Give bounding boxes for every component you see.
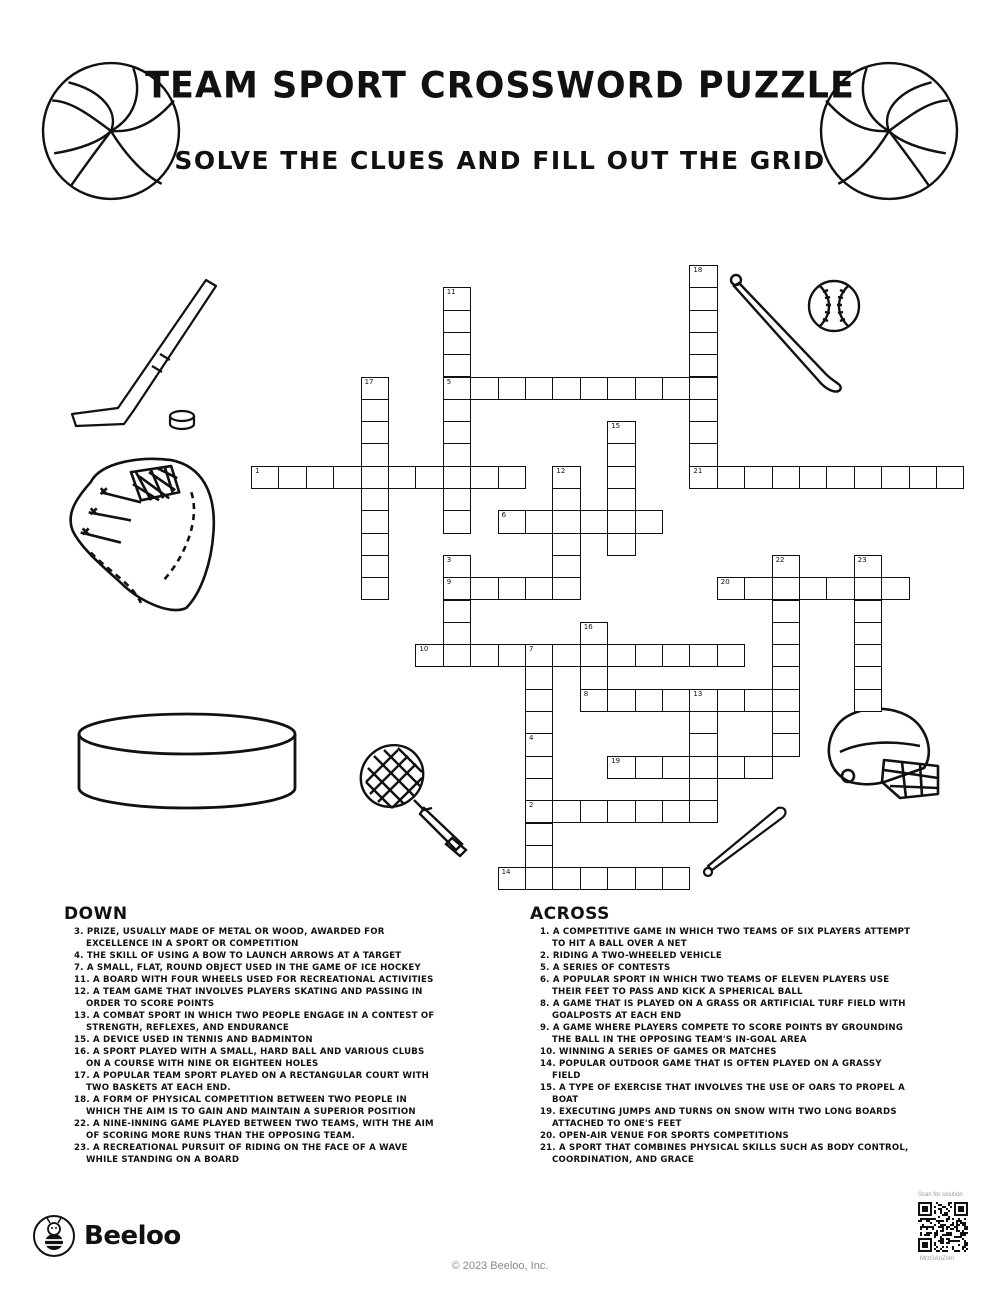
grid-cell[interactable] <box>552 466 580 489</box>
clue-number: 7 <box>529 645 534 654</box>
grid-cell[interactable] <box>361 510 389 533</box>
down-clue: 3. PRIZE, USUALLY MADE OF METAL OR WOOD, AWARDED FOR EXCELLENCE IN A SPORT OR COMPETITION <box>74 927 385 949</box>
grid-cell[interactable] <box>525 845 553 868</box>
grid-cell[interactable] <box>662 800 690 823</box>
grid-cell[interactable] <box>689 421 717 444</box>
grid-cell[interactable] <box>772 600 800 623</box>
grid-cell[interactable] <box>470 466 498 489</box>
clue-number: 11 <box>446 288 456 297</box>
grid-cell[interactable] <box>607 377 635 400</box>
grid-cell[interactable] <box>580 800 608 823</box>
grid-cell[interactable] <box>498 644 526 667</box>
grid-cell[interactable] <box>525 689 553 712</box>
grid-cell[interactable] <box>525 510 553 533</box>
grid-cell[interactable] <box>689 377 717 400</box>
clue-number: 2 <box>529 801 534 810</box>
grid-cell[interactable] <box>525 800 553 823</box>
grid-cell[interactable] <box>689 354 717 377</box>
grid-cell[interactable] <box>443 622 471 645</box>
grid-cell[interactable] <box>689 443 717 466</box>
grid-cell[interactable] <box>498 377 526 400</box>
grid-cell[interactable] <box>443 488 471 511</box>
grid-cell[interactable] <box>881 577 909 600</box>
clue-number: 10 <box>419 645 429 654</box>
grid-cell[interactable] <box>443 555 471 578</box>
grid-cell[interactable] <box>443 287 471 310</box>
clue-number: 12 <box>556 466 566 475</box>
grid-cell[interactable] <box>689 399 717 422</box>
grid-cell[interactable] <box>799 577 827 600</box>
grid-cell[interactable] <box>580 622 608 645</box>
grid-cell[interactable] <box>799 466 827 489</box>
down-clue: 15. A DEVICE USED IN TENNIS AND BADMINTON <box>74 1035 313 1045</box>
clue-number: 1 <box>255 466 260 475</box>
grid-cell[interactable] <box>361 533 389 556</box>
grid-cell[interactable] <box>443 332 471 355</box>
across-clue: 8. A GAME THAT IS PLAYED ON A GRASS OR ARTIFICIAL TURF FIELD WITH GOALPOSTS AT EACH END <box>540 999 906 1021</box>
qr-code-icon[interactable] <box>918 1202 968 1252</box>
page-title: TEAM SPORT CROSSWORD PUZZLE <box>145 65 855 107</box>
grid-cell[interactable] <box>361 555 389 578</box>
grid-cell[interactable] <box>635 800 663 823</box>
grid-cell[interactable] <box>525 867 553 890</box>
grid-cell[interactable] <box>498 577 526 600</box>
down-clue: 22. A NINE-INNING GAME PLAYED BETWEEN TWO TEAMS, WITH THE AIM OF SCORING MORE RUNS THAN THE OPPOSING TEAM. <box>74 1119 434 1141</box>
down-clue-list <box>64 926 442 1166</box>
grid-cell[interactable] <box>525 778 553 801</box>
grid-cell[interactable] <box>333 466 361 489</box>
grid-cell[interactable] <box>552 867 580 890</box>
grid-cell[interactable] <box>361 577 389 600</box>
clue-number: 6 <box>501 511 507 520</box>
grid-cell[interactable] <box>306 466 334 489</box>
grid-cell[interactable] <box>443 466 471 489</box>
grid-cell[interactable] <box>744 577 772 600</box>
grid-cell[interactable] <box>689 689 717 712</box>
grid-cell[interactable] <box>525 577 553 600</box>
down-clue: 13. A COMBAT SPORT IN WHICH TWO PEOPLE ENGAGE IN A CONTEST OF STRENGTH, REFLEXES, AND ENDURANCE <box>74 1011 435 1033</box>
grid-cell[interactable] <box>607 510 635 533</box>
across-clue: 9. A GAME WHERE PLAYERS COMPETE TO SCORE POINTS BY GROUNDING THE BALL IN THE OPPOSING TEAM'S IN-GOAL AREA <box>540 1023 904 1045</box>
grid-cell[interactable] <box>854 666 882 689</box>
grid-cell[interactable] <box>278 466 306 489</box>
grid-cell[interactable] <box>662 756 690 779</box>
grid-cell[interactable] <box>689 778 717 801</box>
grid-cell[interactable] <box>580 689 608 712</box>
grid-cell[interactable] <box>388 466 416 489</box>
down-clue: 11. A BOARD WITH FOUR WHEELS USED FOR RECREATIONAL ACTIVITIES <box>74 975 434 985</box>
grid-cell[interactable] <box>251 466 279 489</box>
grid-cell[interactable] <box>415 466 443 489</box>
across-heading: ACROSS <box>530 904 610 924</box>
down-clue: 17. A POPULAR TEAM SPORT PLAYED ON A RECTANGULAR COURT WITH TWO BASKETS AT EACH END. <box>74 1071 430 1093</box>
grid-cell[interactable] <box>361 421 389 444</box>
grid-cell[interactable] <box>525 756 553 779</box>
grid-cell[interactable] <box>607 644 635 667</box>
grid-cell[interactable] <box>525 823 553 846</box>
grid-cell[interactable] <box>525 666 553 689</box>
down-clue: 7. A SMALL, FLAT, ROUND OBJECT USED IN THE GAME OF ICE HOCKEY <box>74 963 421 973</box>
clue-number: 14 <box>501 868 511 877</box>
across-clue: 20. OPEN-AIR VENUE FOR SPORTS COMPETITIONS <box>540 1131 789 1141</box>
grid-cell[interactable] <box>744 756 772 779</box>
across-clue: 21. A SPORT THAT COMBINES PHYSICAL SKILLS SUCH AS BODY CONTROL, COORDINATION, AND GRACE <box>540 1143 909 1165</box>
grid-cell[interactable] <box>635 644 663 667</box>
grid-cell[interactable] <box>854 689 882 712</box>
grid-cell[interactable] <box>689 287 717 310</box>
grid-cell[interactable] <box>772 577 800 600</box>
grid-cell[interactable] <box>607 421 635 444</box>
across-clue: 1. A COMPETITIVE GAME IN WHICH TWO TEAMS OF SIX PLAYERS ATTEMPT TO HIT A BALL OVER A NET <box>540 927 911 949</box>
grid-cell[interactable] <box>744 466 772 489</box>
grid-cell[interactable] <box>443 644 471 667</box>
qr-caption: Scan for solution <box>918 1192 963 1198</box>
grid-cell[interactable] <box>854 555 882 578</box>
grid-cell[interactable] <box>443 399 471 422</box>
grid-cell[interactable] <box>580 644 608 667</box>
grid-cell[interactable] <box>854 644 882 667</box>
grid-cell[interactable] <box>443 310 471 333</box>
across-clue: 10. WINNING A SERIES OF GAMES OR MATCHES <box>540 1047 777 1057</box>
grid-cell[interactable] <box>635 867 663 890</box>
grid-cell[interactable] <box>525 711 553 734</box>
grid-cell[interactable] <box>772 666 800 689</box>
clue-number: 13 <box>693 689 703 698</box>
grid-cell[interactable] <box>443 600 471 623</box>
down-heading: DOWN <box>64 904 128 924</box>
grid-cell[interactable] <box>717 644 745 667</box>
grid-cell[interactable] <box>470 577 498 600</box>
down-clue: 23. A RECREATIONAL PURSUIT OF RIDING ON THE FACE OF A WAVE WHILE STANDING ON A BOARD <box>74 1143 408 1165</box>
across-clue: 15. A TYPE OF EXERCISE THAT INVOLVES THE USE OF OARS TO PROPEL A BOAT <box>540 1083 905 1105</box>
clue-number: 9 <box>446 578 452 587</box>
grid-cell[interactable] <box>717 689 745 712</box>
grid-cell[interactable] <box>470 377 498 400</box>
grid-cell[interactable] <box>826 577 854 600</box>
grid-cell[interactable] <box>717 756 745 779</box>
across-clue: 2. RIDING A TWO-WHEELED VEHICLE <box>540 951 722 961</box>
clue-number: 15 <box>611 422 621 431</box>
grid-cell[interactable] <box>443 377 471 400</box>
grid-cell[interactable] <box>552 488 580 511</box>
grid-cell[interactable] <box>936 466 964 489</box>
grid-cell[interactable] <box>909 466 937 489</box>
grid-cell[interactable] <box>744 689 772 712</box>
grid-cell[interactable] <box>772 622 800 645</box>
grid-cell[interactable] <box>443 421 471 444</box>
clue-number: 4 <box>529 734 534 743</box>
copyright-text: © 2023 Beeloo, Inc. <box>451 1260 549 1272</box>
grid-cell[interactable] <box>854 466 882 489</box>
grid-cell[interactable] <box>552 644 580 667</box>
grid-cell[interactable] <box>689 733 717 756</box>
brand-name: Beeloo <box>84 1221 181 1251</box>
grid-cell[interactable] <box>607 533 635 556</box>
grid-cell[interactable] <box>689 332 717 355</box>
clue-number: 18 <box>693 266 703 274</box>
grid-cell[interactable] <box>552 533 580 556</box>
grid-cell[interactable] <box>443 443 471 466</box>
grid-cell[interactable] <box>498 466 526 489</box>
across-clue: 6. A POPULAR SPORT IN WHICH TWO TEAMS OF ELEVEN PLAYERS USE THEIR FEET TO PASS AND KICK A SPHERICAL BALL <box>540 975 890 997</box>
grid-cell[interactable] <box>854 577 882 600</box>
grid-cell[interactable] <box>772 711 800 734</box>
grid-cell[interactable] <box>689 711 717 734</box>
grid-cell[interactable] <box>635 756 663 779</box>
grid-cell[interactable] <box>607 867 635 890</box>
grid-cell[interactable] <box>689 644 717 667</box>
clue-number: 23 <box>857 555 867 564</box>
grid-cell[interactable] <box>443 354 471 377</box>
across-clue: 19. EXECUTING JUMPS AND TURNS ON SNOW WITH TWO LONG BOARDS ATTACHED TO ONE'S FEET <box>540 1107 897 1129</box>
grid-cell[interactable] <box>580 666 608 689</box>
grid-cell[interactable] <box>607 800 635 823</box>
grid-cell[interactable] <box>525 377 553 400</box>
grid-cell[interactable] <box>580 377 608 400</box>
grid-cell[interactable] <box>470 644 498 667</box>
grid-cell[interactable] <box>689 265 717 288</box>
grid-cell[interactable] <box>498 867 526 890</box>
grid-cell[interactable] <box>443 510 471 533</box>
grid-cell[interactable] <box>717 577 745 600</box>
down-clue: 4. THE SKILL OF USING A BOW TO LAUNCH ARROWS AT A TARGET <box>74 951 402 961</box>
grid-cell[interactable] <box>772 466 800 489</box>
grid-cell[interactable] <box>580 510 608 533</box>
grid-cell[interactable] <box>361 443 389 466</box>
grid-cell[interactable] <box>662 689 690 712</box>
clue-number: 16 <box>583 622 593 631</box>
clue-number: 21 <box>693 466 703 475</box>
grid-cell[interactable] <box>552 555 580 578</box>
grid-cell[interactable] <box>361 488 389 511</box>
grid-cell[interactable] <box>607 488 635 511</box>
grid-cell[interactable] <box>552 800 580 823</box>
grid-cell[interactable] <box>525 644 553 667</box>
across-clue-list <box>530 926 912 1166</box>
grid-cell[interactable] <box>772 689 800 712</box>
grid-cell[interactable] <box>826 466 854 489</box>
clue-number: 22 <box>775 555 785 564</box>
clue-number: 20 <box>720 578 730 587</box>
grid-cell[interactable] <box>415 644 443 667</box>
grid-cell[interactable] <box>635 377 663 400</box>
grid-cell[interactable] <box>361 399 389 422</box>
qr-code-label: MrzGAnZnm <box>920 1256 955 1262</box>
grid-cell[interactable] <box>580 867 608 890</box>
grid-cell[interactable] <box>772 555 800 578</box>
grid-cell[interactable] <box>689 310 717 333</box>
clue-number: 19 <box>611 756 621 765</box>
across-clue: 14. POPULAR OUTDOOR GAME THAT IS OFTEN PLAYED ON A GRASSY FIELD <box>540 1059 882 1081</box>
down-clue: 12. A TEAM GAME THAT INVOLVES PLAYERS SKATING AND PASSING IN ORDER TO SCORE POINTS <box>74 987 423 1009</box>
grid-cell[interactable] <box>662 867 690 890</box>
grid-cell[interactable] <box>772 733 800 756</box>
clue-number: 17 <box>364 377 374 386</box>
clue-number: 3 <box>446 555 452 564</box>
grid-cell[interactable] <box>662 377 690 400</box>
grid-cell[interactable] <box>881 466 909 489</box>
grid-cell[interactable] <box>854 600 882 623</box>
grid-cell[interactable] <box>662 644 690 667</box>
bee-logo-icon <box>32 1214 76 1258</box>
grid-cell[interactable] <box>525 733 553 756</box>
grid-cell[interactable] <box>498 510 526 533</box>
grid-cell[interactable] <box>361 377 389 400</box>
down-clue: 18. A FORM OF PHYSICAL COMPETITION BETWEEN TWO PEOPLE IN WHICH THE AIM IS TO GAIN AND MAINTAIN A SUPERIOR POSITION <box>74 1095 416 1117</box>
grid-cell[interactable] <box>607 689 635 712</box>
page-subtitle: SOLVE THE CLUES AND FILL OUT THE GRID <box>174 146 826 175</box>
clue-number: 8 <box>583 689 589 698</box>
grid-cell[interactable] <box>717 466 745 489</box>
grid-cell[interactable] <box>607 756 635 779</box>
grid-cell[interactable] <box>854 622 882 645</box>
grid-cell[interactable] <box>689 756 717 779</box>
grid-cell[interactable] <box>689 800 717 823</box>
clue-number: 5 <box>446 377 452 386</box>
grid-cell[interactable] <box>361 466 389 489</box>
grid-cell[interactable] <box>607 443 635 466</box>
brand-logo <box>32 1214 181 1258</box>
grid-cell[interactable] <box>552 377 580 400</box>
down-clue: 16. A SPORT PLAYED WITH A SMALL, HARD BALL AND VARIOUS CLUBS ON A COURSE WITH NINE OR EIGHTEEN HOLES <box>74 1047 425 1069</box>
grid-cell[interactable] <box>443 577 471 600</box>
grid-cell[interactable] <box>635 689 663 712</box>
grid-cell[interactable] <box>552 510 580 533</box>
grid-cell[interactable] <box>607 466 635 489</box>
grid-cell[interactable] <box>689 466 717 489</box>
across-clue: 5. A SERIES OF CONTESTS <box>540 963 671 973</box>
grid-cell[interactable] <box>635 510 663 533</box>
grid-cell[interactable] <box>772 644 800 667</box>
grid-cell[interactable] <box>552 577 580 600</box>
